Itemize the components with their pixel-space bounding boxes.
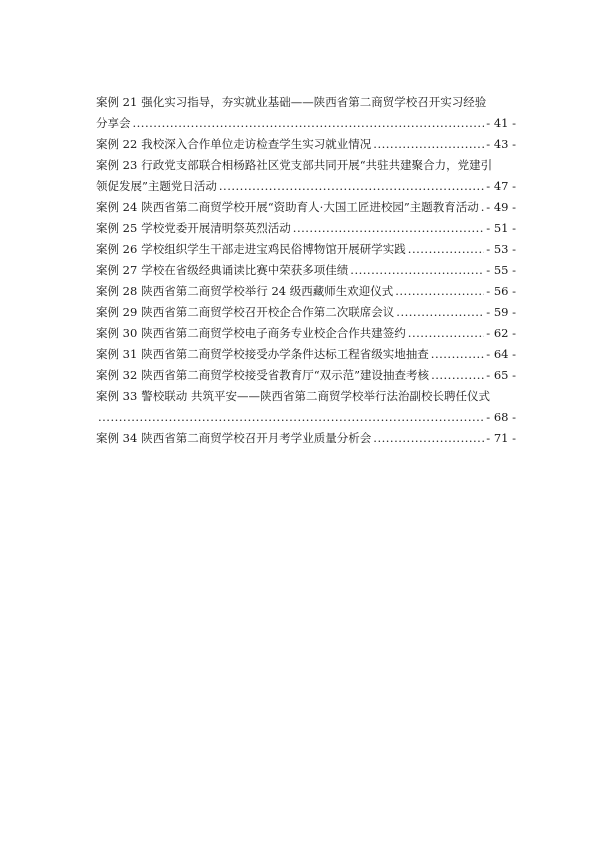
leader-dots (431, 365, 484, 386)
toc-entry-page: - 49 - (486, 200, 516, 214)
leader-dots (98, 407, 484, 428)
toc-entry-label: 案例 28 (96, 284, 138, 298)
leader-dots (396, 302, 484, 323)
toc-entry-page: - 65 - (486, 368, 516, 382)
leader-dots (373, 134, 484, 155)
toc-entry-page: - 56 - (486, 284, 516, 298)
toc-entry-page: - 59 - (486, 305, 516, 319)
leader-dots (373, 428, 484, 449)
toc-entry-label: 案例 22 (96, 137, 138, 151)
toc-entry-title-cont: 分享会 (96, 116, 131, 130)
toc-entry-31[interactable] (96, 344, 516, 365)
toc-entry-label: 案例 30 (96, 326, 138, 340)
toc-entry-title: 学校组织学生干部走进宝鸡民俗博物馆开展研学实践 (141, 242, 406, 256)
toc-entry-25[interactable] (96, 218, 516, 239)
leader-dots (350, 260, 484, 281)
toc-entry-label: 案例 26 (96, 242, 138, 256)
leader-dots (481, 197, 485, 218)
toc-entry-page: - 43 - (486, 137, 516, 151)
toc-entry-label: 案例 32 (96, 368, 138, 382)
toc-entry-label: 案例 27 (96, 263, 138, 277)
leader-dots (408, 239, 484, 260)
toc-entry-23[interactable] (96, 155, 516, 197)
toc-entry-title: 强化实习指导，夯实就业基础——陕西省第二商贸学校召开实习经验 (141, 95, 487, 109)
toc-entry-32[interactable] (96, 365, 516, 386)
toc-entry-label: 案例 33 (96, 389, 138, 403)
leader-dots (133, 113, 485, 134)
toc-entry-label: 案例 23 (96, 158, 138, 172)
leader-dots (408, 323, 484, 344)
toc-entry-title: 我校深入合作单位走访检查学生实习就业情况 (141, 137, 372, 151)
toc-entry-title: 陕西省第二商贸学校召开月考学业质量分析会 (141, 431, 372, 445)
leader-dots (431, 344, 484, 365)
toc-entry-title: 陕西省第二商贸学校电子商务专业校企合作共建签约 (141, 326, 406, 340)
toc-entry-21[interactable] (96, 92, 516, 134)
toc-entry-33[interactable] (96, 386, 516, 428)
toc-entry-29[interactable] (96, 302, 516, 323)
toc-entry-22[interactable] (96, 134, 516, 155)
toc-entry-24[interactable] (96, 197, 516, 218)
toc-entry-title: 陕西省第二商贸学校接受省教育厅“双示范”建设抽查考核 (141, 368, 430, 382)
toc-entry-page: - 51 - (486, 221, 516, 235)
toc-entry-title: 陕西省第二商贸学校接受办学条件达标工程省级实地抽查 (141, 347, 429, 361)
toc-entry-label: 案例 25 (96, 221, 138, 235)
toc-entry-page: - 41 - (486, 116, 516, 130)
toc-entry-30[interactable] (96, 323, 516, 344)
toc-entry-page: - 71 - (486, 431, 516, 445)
leader-dots (219, 176, 484, 197)
toc-entry-26[interactable] (96, 239, 516, 260)
toc-entry-title: 学校在省级经典诵读比赛中荣获多项佳绩 (141, 263, 349, 277)
toc-entry-label: 案例 29 (96, 305, 138, 319)
toc-entry-page: - 62 - (486, 326, 516, 340)
toc-entry-page: - 64 - (486, 347, 516, 361)
toc-entry-title: 学校党委开展清明祭英烈活动 (141, 221, 291, 235)
toc-entry-label: 案例 24 (96, 200, 138, 214)
toc-entry-page: - 47 - (486, 179, 516, 193)
toc-entry-title: 陕西省第二商贸学校开展“资助育人·大国工匠进校园”主题教育活动 (141, 200, 479, 214)
toc-entry-28[interactable] (96, 281, 516, 302)
toc-entry-page: - 55 - (486, 263, 516, 277)
toc-entry-title: 陕西省第二商贸学校召开校企合作第二次联席会议 (141, 305, 395, 319)
table-of-contents (96, 92, 516, 449)
toc-entry-page: - 53 - (486, 242, 516, 256)
toc-entry-title: 警校联动 共筑平安——陕西省第二商贸学校举行法治副校长聘任仪式 (141, 389, 490, 403)
toc-entry-label: 案例 34 (96, 431, 138, 445)
toc-entry-page: - 68 - (486, 410, 516, 424)
toc-entry-27[interactable] (96, 260, 516, 281)
toc-entry-title: 陕西省第二商贸学校举行 24 级西藏师生欢迎仪式 (141, 284, 394, 298)
toc-entry-label: 案例 31 (96, 347, 138, 361)
leader-dots (395, 281, 484, 302)
toc-entry-label: 案例 21 (96, 95, 138, 109)
toc-entry-34[interactable] (96, 428, 516, 449)
leader-dots (293, 218, 484, 239)
toc-entry-title: 行政党支部联合相杨路社区党支部共同开展“共驻共建聚合力，党建引 (141, 158, 493, 172)
toc-entry-title-cont: 领促发展”主题党日活动 (96, 179, 217, 193)
